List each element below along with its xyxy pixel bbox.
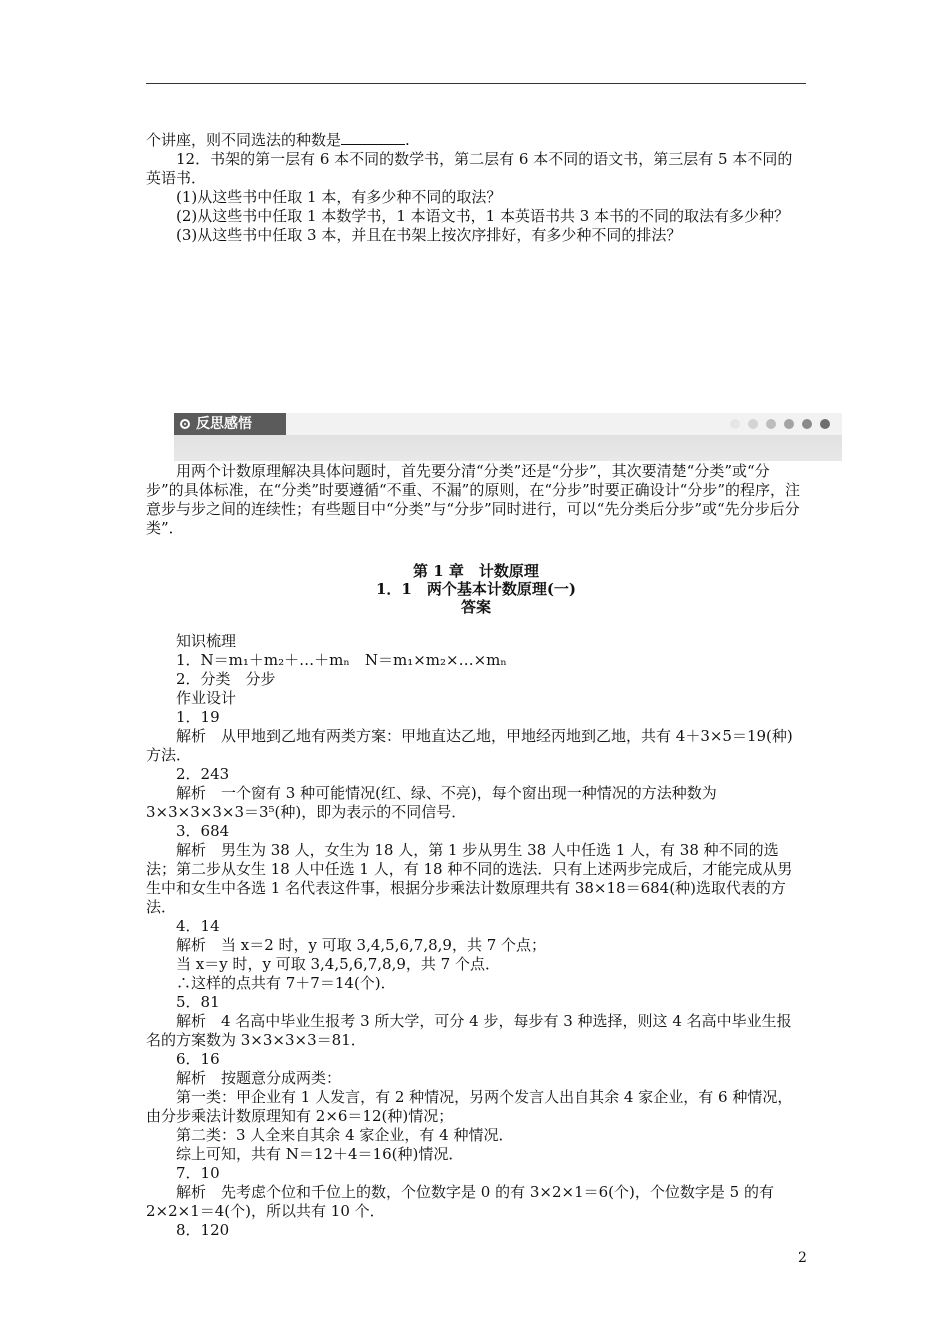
answer-line: 1．19 <box>176 708 220 726</box>
answer-line: 解析 先考虑个位和千位上的数，个位数字是 0 的有 3×2×1＝6(个)，个位数字是 5 的有 2×2×1＝4(个)，所以共有 10 个． <box>146 1183 774 1220</box>
reflection-strip <box>286 413 842 435</box>
reflection-banner <box>174 413 842 461</box>
answer-line: 6．16 <box>176 1050 220 1068</box>
dot-1 <box>748 419 758 429</box>
answer-line: 7．10 <box>176 1164 220 1182</box>
header-rule <box>146 83 806 84</box>
answers-block <box>146 632 806 1240</box>
answer-line: 作业设计 <box>176 689 237 707</box>
answer-line: ∴这样的点共有 7＋7＝14(个)． <box>176 974 396 992</box>
answer-line: 解析 一个窗有 3 种可能情况(红、绿、不亮)，每个窗出现一种情况的方法种数为 3×3×3×3×3＝3⁵(种)，即为表示的不同信号． <box>146 784 717 821</box>
reflection-paragraph: 用两个计数原理解决具体问题时，首先要分清“分类”还是“分步”，其次要清楚“分类”或“分步”的具体标准，在“分类”时要遵循“不重、不漏”的原则，在“分步”时要正确设计“分步”的程序，注意步与步之间的连续性；有些题目中“分类”与“分步”同时进行，可以“先分类后分步”或“先分步后分类”． <box>146 462 801 537</box>
dot-5 <box>820 419 830 429</box>
q12-part3: (3)从这些书中任取 3 本，并且在书架上按次序排好，有多少种不同的排法？ <box>176 226 682 244</box>
chapter-title: 第 1 章 计数原理 <box>413 562 539 580</box>
reflection-text <box>146 462 806 538</box>
q11-tail: 个讲座，则不同选法的种数是 . <box>146 131 410 149</box>
page-number: 2 <box>798 1250 807 1266</box>
question-12-block <box>146 130 806 245</box>
target-icon <box>180 419 190 429</box>
answer-line: 2．分类 分步 <box>176 670 276 688</box>
dot-0 <box>730 419 740 429</box>
answer-line: 第一类：甲企业有 1 人发言，有 2 种情况，另两个发言人出自其余 4 家企业，有 6 种情况，由分步乘法计数原理知有 2×6＝12(种)情况； <box>146 1088 793 1125</box>
answer-blank <box>341 130 405 145</box>
dot-2 <box>766 419 776 429</box>
answer-line: 第二类：3 人全来自其余 4 家企业，有 4 种情况． <box>176 1126 514 1144</box>
answer-line: 2．243 <box>176 765 230 783</box>
answer-line: 4．14 <box>176 917 220 935</box>
answer-line: 解析 男生为 38 人，女生为 18 人，第 1 步从男生 38 人中任选 1 人，有 38 种不同的选法；第二步从女生 18 人中任选 1 人，有 18 种不同的选法．只有上述两步完成后，才能完成从男生中和女生中各选 1 名代表这件事，根据分步乘法计数原理共有 38×18＝684(种)选取代表的方法． <box>146 841 793 916</box>
dot-3 <box>784 419 794 429</box>
answers-title: 答案 <box>460 598 491 616</box>
q12-part2: (2)从这些书中任取 1 本数学书，1 本语文书，1 本英语书共 3 本书的不同的取法有多少种？ <box>176 207 790 225</box>
q12-part1: (1)从这些书中任取 1 本，有多少种不同的取法？ <box>176 188 502 206</box>
dot-4 <box>802 419 812 429</box>
answer-line: 5．81 <box>176 993 220 1011</box>
answer-line: 当 x＝y 时，y 可取 3,4,5,6,7,8,9，共 7 个点． <box>176 955 500 973</box>
reflection-title: 反思感悟 <box>174 413 286 435</box>
section-title: 1．1 两个基本计数原理(一) <box>375 580 577 598</box>
answer-line: 综上可知，共有 N＝12＋4＝16(种)情况． <box>176 1145 464 1163</box>
answer-line: 解析 从甲地到乙地有两类方案：甲地直达乙地，甲地经丙地到乙地，共有 4＋3×5＝19(种)方法． <box>146 727 793 764</box>
answer-line: 知识梳理 <box>176 632 237 650</box>
answer-line: 解析 当 x＝2 时，y 可取 3,4,5,6,7,8,9，共 7 个点； <box>176 936 547 954</box>
answer-line: 3．684 <box>176 822 230 840</box>
q12-stem: 12．书架的第一层有 6 本不同的数学书，第二层有 6 本不同的语文书，第三层有 5 本不同的英语书． <box>146 150 793 187</box>
answer-line: 8．120 <box>176 1221 230 1239</box>
decorative-dots <box>730 419 830 429</box>
answer-line: 解析 4 名高中毕业生报考 3 所大学，可分 4 步，每步有 3 种选择，则这 4 名高中毕业生报名的方案数为 3×3×3×3＝81． <box>146 1012 792 1049</box>
answer-line: 1．N＝m₁＋m₂＋…＋mₙ N＝m₁×m₂×…×mₙ <box>176 651 507 669</box>
answer-line: 解析 按题意分成两类： <box>176 1069 342 1087</box>
